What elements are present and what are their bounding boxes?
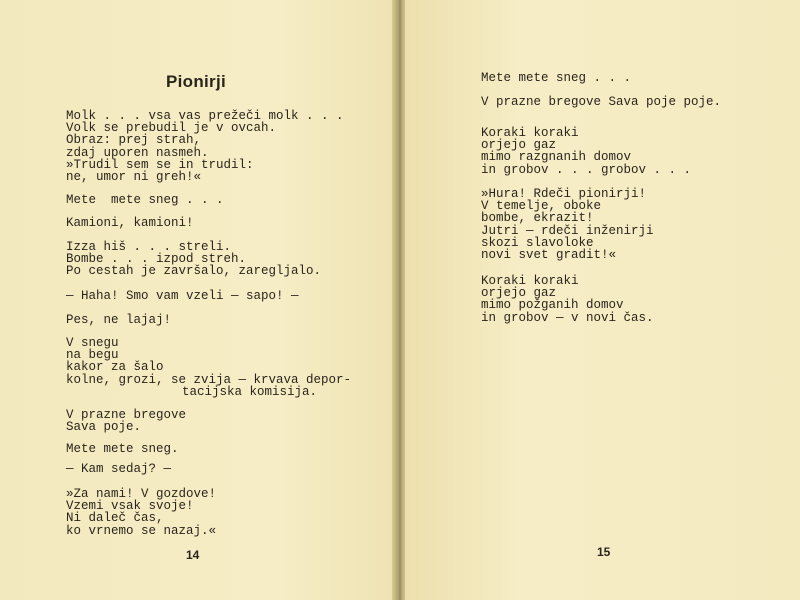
stanza-8: [66, 409, 186, 433]
stanza-r5: [481, 275, 654, 324]
verse-line: in grobov . . . grobov . . .: [481, 162, 692, 177]
verse-line: Kamioni, kamioni!: [66, 216, 194, 230]
stanza-r4: [481, 188, 654, 261]
verse-line: bombe, ekrazit!: [481, 211, 594, 226]
left-page: [0, 0, 395, 600]
verse-line: kolne, grozi, se zvija — krvava depor-: [66, 372, 352, 387]
verse-line: zdaj uporen nasmeh.: [66, 145, 209, 160]
verse-line: Jutri — rdeči inženirji: [481, 223, 654, 238]
verse-line: »Trudil sem se in trudil:: [66, 157, 254, 172]
verse-line: Mete mete sneg.: [66, 442, 179, 456]
verse-line: ne, umor ni greh!«: [66, 170, 202, 185]
verse-line: na begu: [66, 348, 119, 363]
verse-line: Izza hiš . . . streli.: [66, 240, 232, 254]
verse-line: Ni daleč čas,: [66, 511, 164, 526]
stanza-r2: [481, 96, 721, 108]
verse-line: Koraki koraki: [481, 126, 579, 140]
verse-line: »Hura! Rdeči pionirji!: [481, 187, 647, 201]
stanza-5: [66, 290, 299, 302]
verse-line: Mete mete sneg . . .: [481, 71, 632, 85]
poem-title: Pionirji: [166, 72, 227, 91]
verse-line: Volk se prebudil je v ovcah.: [66, 121, 277, 136]
verse-line: »Za nami! V gozdove!: [66, 487, 217, 501]
right-page: [405, 0, 800, 600]
verse-line: V snegu: [66, 336, 119, 350]
stanza-9: [66, 443, 179, 455]
verse-line: Sava poje.: [66, 420, 142, 435]
verse-line: — Haha! Smo vam vzeli — sapo! —: [66, 289, 299, 303]
stanza-11: [66, 488, 216, 537]
verse-line: mimo požganih domov: [481, 298, 624, 313]
verse-line: Pes, ne lajaj!: [66, 313, 172, 327]
page-number-right: 15: [597, 545, 611, 559]
verse-line: Vzemi vsak svoje!: [66, 499, 194, 514]
verse-line: Molk . . . vsa vas prežeči molk . . .: [66, 109, 344, 123]
verse-line: orjejo gaz: [481, 286, 557, 301]
verse-line: — Kam sedaj? —: [66, 462, 172, 476]
verse-line: ko vrnemo se nazaj.«: [66, 523, 217, 538]
verse-line: V prazne bregove Sava poje poje.: [481, 95, 722, 109]
verse-line: V prazne bregove: [66, 408, 187, 422]
stanza-4: [66, 241, 321, 278]
stanza-r1: [481, 72, 631, 84]
stanza-2: [66, 194, 224, 206]
verse-line: Koraki koraki: [481, 274, 579, 288]
verse-line: in grobov — v novi čas.: [481, 310, 654, 325]
stanza-7: [66, 337, 351, 398]
verse-line: Obraz: prej strah,: [66, 133, 202, 148]
stanza-3: [66, 217, 194, 229]
stanza-1: [66, 110, 344, 183]
verse-line: mimo razgnanih domov: [481, 150, 632, 165]
stanza-6: [66, 314, 171, 326]
verse-line: orjejo gaz: [481, 138, 557, 153]
verse-line: tacijska komisija.: [182, 384, 318, 399]
verse-line: V temelje, oboke: [481, 199, 602, 214]
verse-line: kakor za šalo: [66, 360, 164, 375]
verse-line: novi svet gradit!«: [481, 248, 617, 263]
verse-line: Po cestah je završalo, zaregljalo.: [66, 264, 322, 279]
stanza-r3: [481, 127, 691, 176]
page-number-left: 14: [186, 548, 200, 562]
verse-line: Bombe . . . izpod streh.: [66, 252, 247, 267]
stanza-10: [66, 463, 171, 475]
verse-line: skozi slavoloke: [481, 235, 594, 250]
verse-line: Mete mete sneg . . .: [66, 193, 224, 207]
